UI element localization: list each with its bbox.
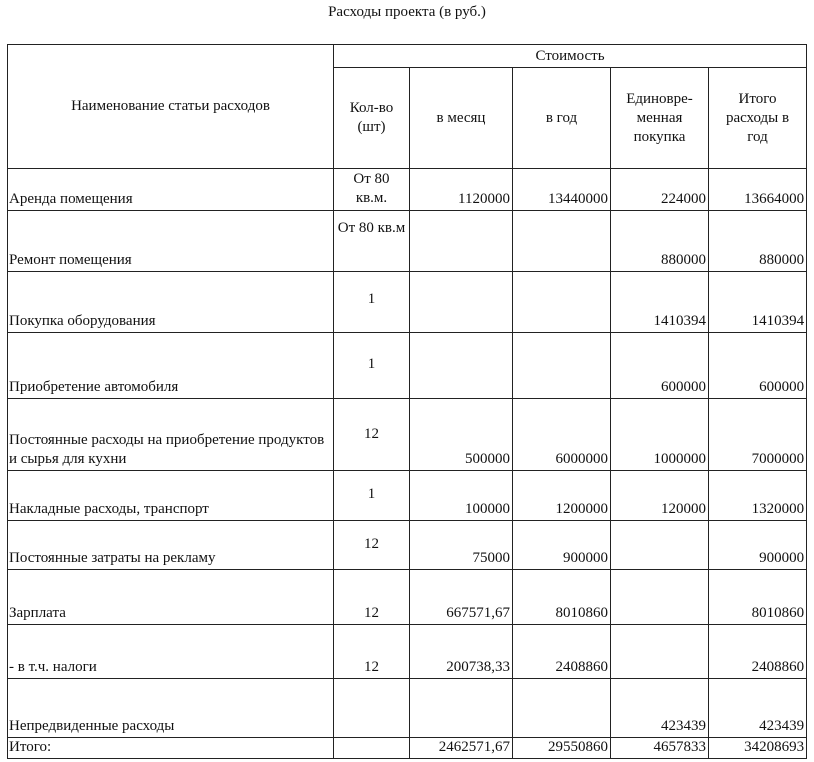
row-year: 900000: [513, 521, 611, 570]
row-one-time: 880000: [611, 211, 709, 272]
table-row: [8, 211, 807, 272]
header-one-time: Единовре-менная покупка: [611, 68, 709, 169]
table-row: [8, 679, 807, 738]
row-qty: [334, 679, 410, 738]
table-row: [8, 272, 807, 333]
row-qty: 1: [334, 272, 410, 333]
table-row: [8, 570, 807, 625]
row-qty: 12: [334, 521, 410, 570]
row-year: [513, 211, 611, 272]
row-name: Постоянные затраты на рекламу: [8, 521, 334, 570]
row-month: 1120000: [410, 169, 513, 211]
header-quantity: Кол-во (шт): [334, 68, 410, 169]
row-name: Аренда помещения: [8, 169, 334, 211]
row-total: 880000: [709, 211, 807, 272]
row-name: Зарплата: [8, 570, 334, 625]
totals-month: 2462571,67: [410, 738, 513, 759]
row-name: - в т.ч. налоги: [8, 625, 334, 679]
row-month: [410, 679, 513, 738]
row-year: 8010860: [513, 570, 611, 625]
expenses-table: [7, 44, 807, 759]
row-one-time: [611, 625, 709, 679]
row-month: 500000: [410, 399, 513, 471]
header-per-year: в год: [513, 68, 611, 169]
row-qty: 12: [334, 625, 410, 679]
totals-one-time: 4657833: [611, 738, 709, 759]
row-one-time: 224000: [611, 169, 709, 211]
row-year: 1200000: [513, 471, 611, 521]
row-one-time: 423439: [611, 679, 709, 738]
header-expense-name: Наименование статьи расходов: [8, 45, 334, 169]
row-total: 2408860: [709, 625, 807, 679]
row-total: 1320000: [709, 471, 807, 521]
row-one-time: 1410394: [611, 272, 709, 333]
row-month: 667571,67: [410, 570, 513, 625]
row-qty: 1: [334, 471, 410, 521]
row-month: [410, 272, 513, 333]
row-name: Покупка оборудования: [8, 272, 334, 333]
row-total: 7000000: [709, 399, 807, 471]
row-qty: 12: [334, 570, 410, 625]
row-name: Приобретение автомобиля: [8, 333, 334, 399]
row-name: Накладные расходы, транспорт: [8, 471, 334, 521]
row-name: Постоянные расходы на приобретение продуктов и сырья для кухни: [8, 399, 334, 471]
totals-year: 29550860: [513, 738, 611, 759]
row-year: [513, 333, 611, 399]
table-row: [8, 625, 807, 679]
row-total: 13664000: [709, 169, 807, 211]
row-qty: 1: [334, 333, 410, 399]
header-cost-group: Стоимость: [334, 45, 807, 68]
page-title: Расходы проекта (в руб.): [328, 4, 486, 20]
row-total: 8010860: [709, 570, 807, 625]
totals-label: Итого:: [8, 738, 334, 759]
row-total: 600000: [709, 333, 807, 399]
table-row: [8, 521, 807, 570]
row-qty: От 80 кв.м: [334, 211, 410, 272]
row-one-time: 600000: [611, 333, 709, 399]
row-one-time: [611, 570, 709, 625]
row-year: [513, 272, 611, 333]
row-name: Непредвиденные расходы: [8, 679, 334, 738]
row-total: 423439: [709, 679, 807, 738]
totals-row: [8, 738, 807, 759]
table-row: [8, 471, 807, 521]
row-month: 100000: [410, 471, 513, 521]
totals-total: 34208693: [709, 738, 807, 759]
row-total: 1410394: [709, 272, 807, 333]
row-qty: От 80 кв.м.: [334, 169, 410, 211]
row-total: 900000: [709, 521, 807, 570]
header-per-month: в месяц: [410, 68, 513, 169]
row-one-time: 120000: [611, 471, 709, 521]
row-qty: 12: [334, 399, 410, 471]
row-month: [410, 333, 513, 399]
row-one-time: [611, 521, 709, 570]
row-month: 200738,33: [410, 625, 513, 679]
table-row: [8, 333, 807, 399]
row-one-time: 1000000: [611, 399, 709, 471]
totals-qty: [334, 738, 410, 759]
row-year: 2408860: [513, 625, 611, 679]
header-total-year: Итого расходы в год: [709, 68, 807, 169]
table-row: [8, 399, 807, 471]
row-month: 75000: [410, 521, 513, 570]
row-year: [513, 679, 611, 738]
row-year: 6000000: [513, 399, 611, 471]
table-row: [8, 169, 807, 211]
row-name: Ремонт помещения: [8, 211, 334, 272]
row-month: [410, 211, 513, 272]
row-year: 13440000: [513, 169, 611, 211]
